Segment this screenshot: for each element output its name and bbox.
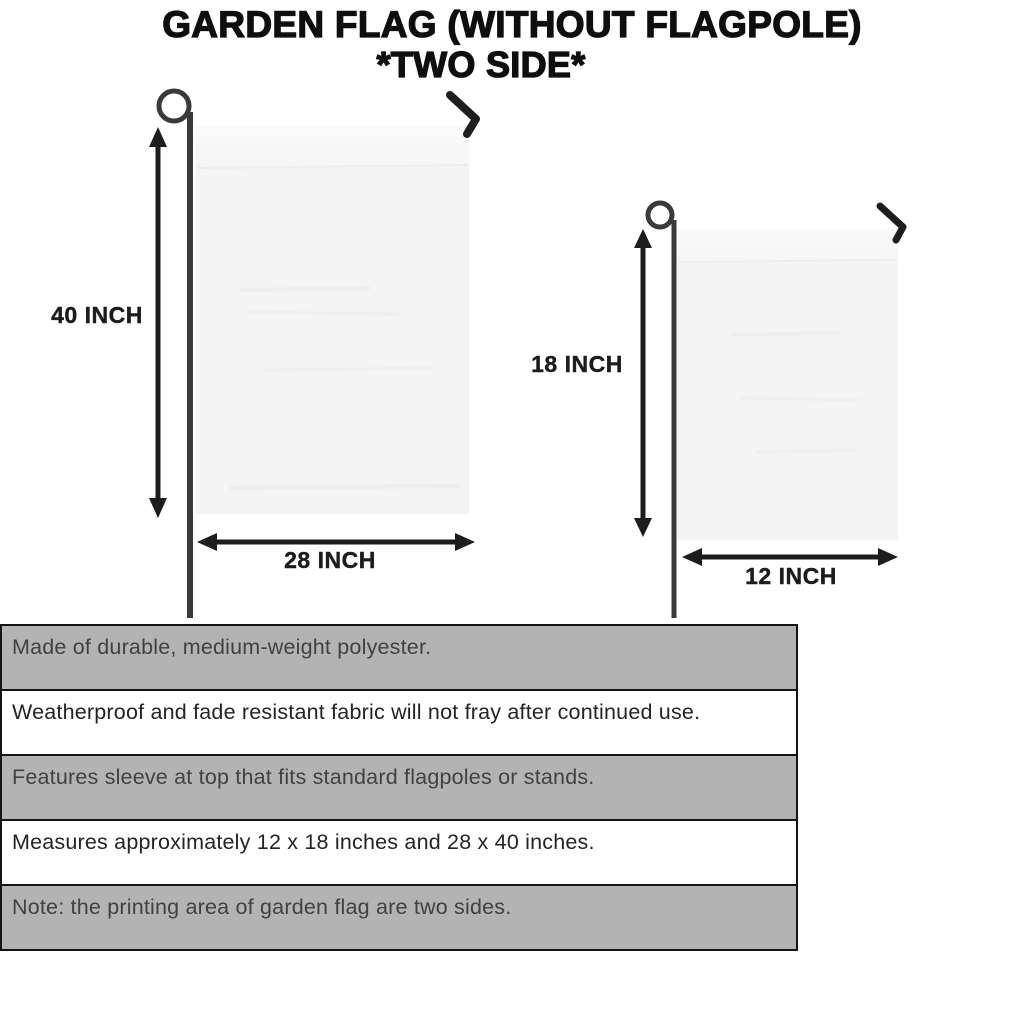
large-flag-width-label: 28 INCH <box>284 547 376 573</box>
small-flag-panel <box>677 229 898 540</box>
small-flag-height-arrow <box>634 229 652 537</box>
flagpole-loop-icon <box>159 91 189 121</box>
page-title-line1: GARDEN FLAG (WITHOUT FLAGPOLE) <box>162 4 862 45</box>
product-features-table <box>0 624 798 951</box>
small-flag-height-label: 18 INCH <box>531 351 623 377</box>
feature-row: Made of durable, medium-weight polyester. <box>2 626 796 691</box>
large-flag-height-label: 40 INCH <box>51 302 143 328</box>
large-flag-diagram <box>149 91 476 618</box>
small-flag-width-label: 12 INCH <box>745 563 837 589</box>
page-title-line2: *TWO SIDE* <box>376 44 586 85</box>
large-flag-panel <box>195 126 469 514</box>
feature-row: Note: the printing area of garden flag are two sides. <box>2 886 796 949</box>
feature-row: Weatherproof and fade resistant fabric will not fray after continued use. <box>2 691 796 756</box>
flagpole-loop-icon <box>648 203 672 227</box>
feature-row: Measures approximately 12 x 18 inches and 28 x 40 inches. <box>2 821 796 886</box>
small-flag-diagram <box>634 203 903 618</box>
feature-row: Features sleeve at top that fits standard flagpoles or stands. <box>2 756 796 821</box>
